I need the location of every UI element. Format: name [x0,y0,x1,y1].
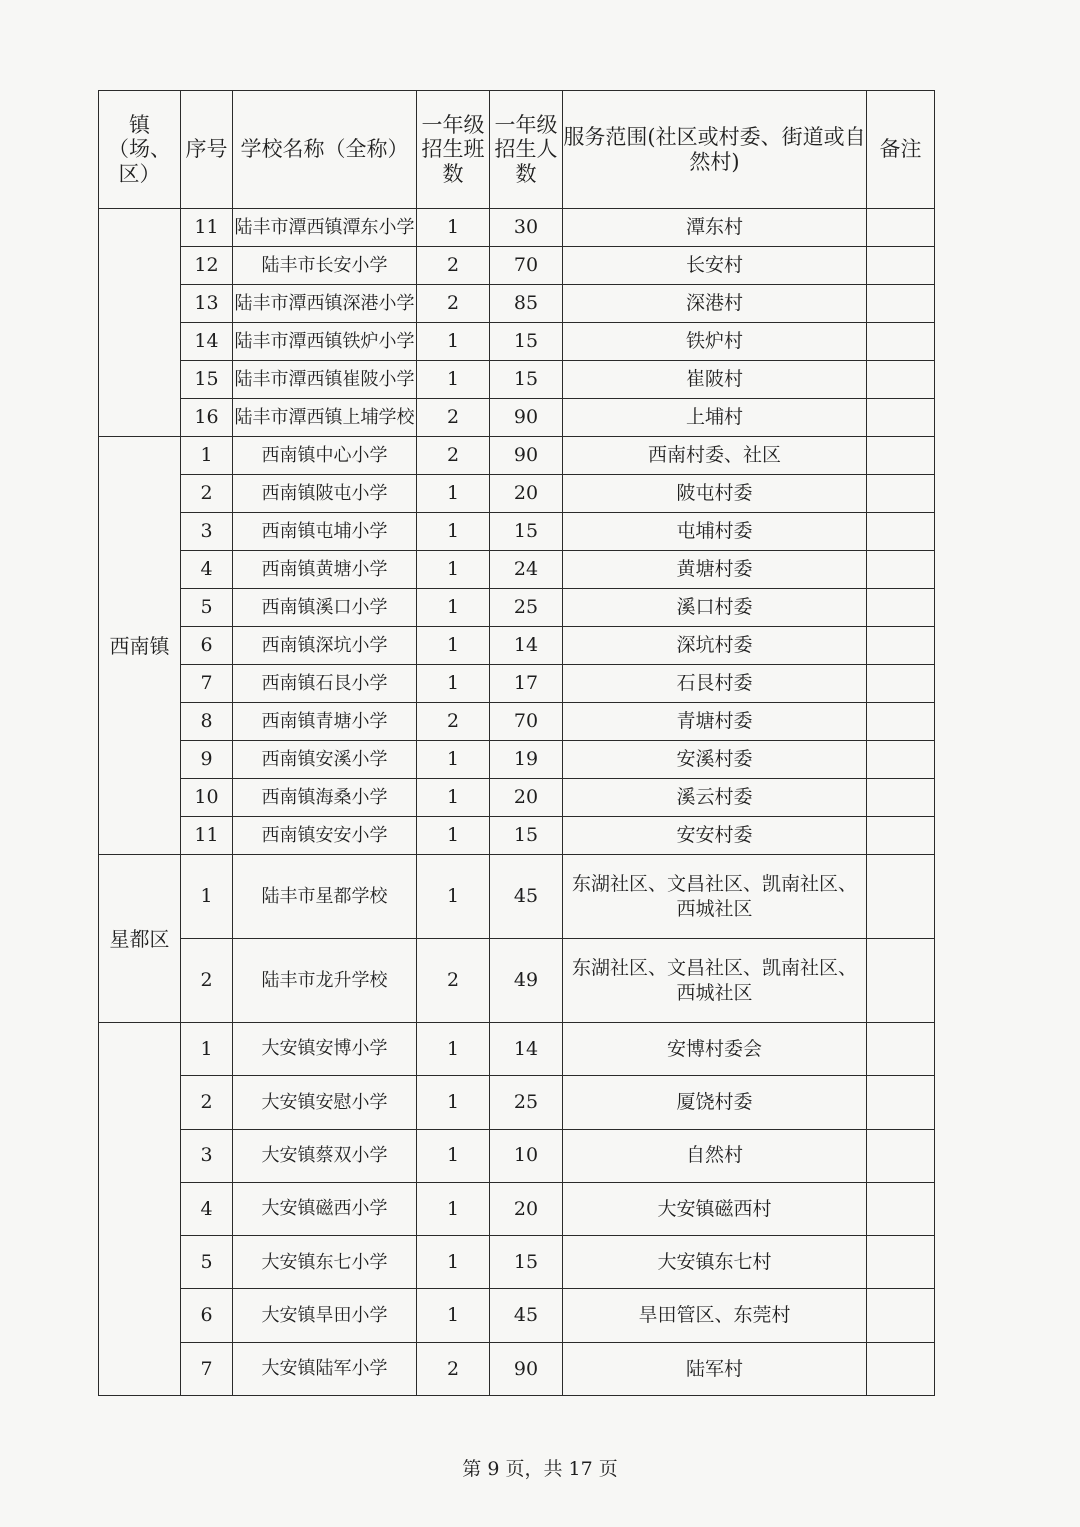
service-scope-cell: 黄塘村委 [563,551,867,589]
remark-cell [867,1076,935,1129]
remark-cell [867,247,935,285]
school-name-cell: 西南镇安溪小学 [233,741,417,779]
school-name-cell: 大安镇东七小学 [233,1236,417,1289]
school-name-cell: 陆丰市长安小学 [233,247,417,285]
table-row [99,323,935,361]
seq-cell: 6 [181,627,233,665]
table-row [99,1076,935,1129]
school-name-cell: 陆丰市潭西镇潭东小学 [233,209,417,247]
class-count-cell: 1 [417,665,490,703]
school-name-cell: 陆丰市龙升学校 [233,939,417,1023]
school-enrollment-table [98,90,935,1396]
header-remark: 备注 [867,91,935,209]
seq-cell: 11 [181,209,233,247]
table-row [99,1342,935,1395]
table-row [99,399,935,437]
student-count-cell: 15 [490,323,563,361]
school-name-cell: 陆丰市潭西镇上埔学校 [233,399,417,437]
seq-cell: 11 [181,817,233,855]
service-scope-cell: 安博村委会 [563,1023,867,1076]
seq-cell: 5 [181,1236,233,1289]
school-name-cell: 大安镇蔡双小学 [233,1129,417,1182]
student-count-cell: 90 [490,437,563,475]
class-count-cell: 1 [417,589,490,627]
class-count-cell: 1 [417,1289,490,1342]
student-count-cell: 15 [490,361,563,399]
school-name-cell: 陆丰市星都学校 [233,855,417,939]
remark-cell [867,1023,935,1076]
table-row [99,1023,935,1076]
seq-cell: 2 [181,475,233,513]
school-name-cell: 大安镇磁西小学 [233,1182,417,1235]
remark-cell [867,855,935,939]
class-count-cell: 1 [417,817,490,855]
remark-cell [867,209,935,247]
service-scope-cell: 陂屯村委 [563,475,867,513]
student-count-cell: 70 [490,703,563,741]
student-count-cell: 15 [490,513,563,551]
student-count-cell: 15 [490,1236,563,1289]
school-name-cell: 西南镇深坑小学 [233,627,417,665]
table-row [99,247,935,285]
service-scope-cell: 潭东村 [563,209,867,247]
school-name-cell: 西南镇中心小学 [233,437,417,475]
school-name-cell: 西南镇安安小学 [233,817,417,855]
seq-cell: 2 [181,1076,233,1129]
service-scope-cell: 溪口村委 [563,589,867,627]
remark-cell [867,323,935,361]
student-count-cell: 15 [490,817,563,855]
table-row [99,939,935,1023]
service-scope-cell: 东湖社区、文昌社区、凯南社区、西城社区 [563,939,867,1023]
class-count-cell: 1 [417,1023,490,1076]
service-scope-cell: 溪云村委 [563,779,867,817]
service-scope-cell: 西南村委、社区 [563,437,867,475]
remark-cell [867,551,935,589]
table-row [99,855,935,939]
table-row [99,551,935,589]
header-town: 镇（场、区） [99,91,181,209]
seq-cell: 1 [181,437,233,475]
remark-cell [867,1236,935,1289]
service-scope-cell: 东湖社区、文昌社区、凯南社区、西城社区 [563,855,867,939]
class-count-cell: 1 [417,1182,490,1235]
table-row [99,1182,935,1235]
student-count-cell: 45 [490,855,563,939]
class-count-cell: 1 [417,513,490,551]
school-name-cell: 大安镇安慰小学 [233,1076,417,1129]
class-count-cell: 1 [417,323,490,361]
service-scope-cell: 铁炉村 [563,323,867,361]
school-name-cell: 西南镇溪口小学 [233,589,417,627]
remark-cell [867,741,935,779]
student-count-cell: 20 [490,1182,563,1235]
remark-cell [867,1129,935,1182]
student-count-cell: 90 [490,399,563,437]
school-name-cell: 西南镇石艮小学 [233,665,417,703]
service-scope-cell: 陆军村 [563,1342,867,1395]
seq-cell: 3 [181,1129,233,1182]
school-name-cell: 陆丰市潭西镇铁炉小学 [233,323,417,361]
seq-cell: 2 [181,939,233,1023]
class-count-cell: 1 [417,1236,490,1289]
seq-cell: 4 [181,1182,233,1235]
service-scope-cell: 屯埔村委 [563,513,867,551]
class-count-cell: 1 [417,779,490,817]
table-row [99,779,935,817]
class-count-cell: 1 [417,855,490,939]
table-row [99,741,935,779]
remark-cell [867,665,935,703]
table-row [99,589,935,627]
student-count-cell: 30 [490,209,563,247]
student-count-cell: 19 [490,741,563,779]
student-count-cell: 85 [490,285,563,323]
student-count-cell: 25 [490,1076,563,1129]
service-scope-cell: 安溪村委 [563,741,867,779]
class-count-cell: 2 [417,399,490,437]
header-school: 学校名称（全称） [233,91,417,209]
table-row [99,285,935,323]
remark-cell [867,475,935,513]
seq-cell: 1 [181,855,233,939]
school-name-cell: 大安镇旱田小学 [233,1289,417,1342]
remark-cell [867,437,935,475]
class-count-cell: 1 [417,209,490,247]
table-row [99,703,935,741]
seq-cell: 3 [181,513,233,551]
student-count-cell: 20 [490,779,563,817]
seq-cell: 5 [181,589,233,627]
town-cell [99,209,181,437]
school-name-cell: 大安镇安博小学 [233,1023,417,1076]
class-count-cell: 2 [417,437,490,475]
class-count-cell: 1 [417,551,490,589]
student-count-cell: 17 [490,665,563,703]
seq-cell: 6 [181,1289,233,1342]
school-name-cell: 西南镇屯埔小学 [233,513,417,551]
class-count-cell: 2 [417,939,490,1023]
table-row [99,817,935,855]
header-row [99,91,935,209]
service-scope-cell: 深坑村委 [563,627,867,665]
table-body [99,209,935,1396]
remark-cell [867,285,935,323]
table-row [99,475,935,513]
remark-cell [867,513,935,551]
student-count-cell: 25 [490,589,563,627]
remark-cell [867,589,935,627]
town-cell [99,1023,181,1396]
class-count-cell: 2 [417,285,490,323]
header-seq: 序号 [181,91,233,209]
remark-cell [867,627,935,665]
student-count-cell: 90 [490,1342,563,1395]
student-count-cell: 14 [490,627,563,665]
service-scope-cell: 安安村委 [563,817,867,855]
remark-cell [867,1182,935,1235]
seq-cell: 10 [181,779,233,817]
student-count-cell: 49 [490,939,563,1023]
service-scope-cell: 大安镇东七村 [563,1236,867,1289]
remark-cell [867,1342,935,1395]
remark-cell [867,1289,935,1342]
service-scope-cell: 上埔村 [563,399,867,437]
class-count-cell: 1 [417,361,490,399]
student-count-cell: 45 [490,1289,563,1342]
class-count-cell: 2 [417,247,490,285]
service-scope-cell: 旱田管区、东莞村 [563,1289,867,1342]
class-count-cell: 1 [417,1076,490,1129]
service-scope-cell: 石艮村委 [563,665,867,703]
class-count-cell: 1 [417,741,490,779]
table-row [99,437,935,475]
page-number: 第 9 页，共 17 页 [462,1458,618,1480]
header-students: 一年级招生人数 [490,91,563,209]
seq-cell: 15 [181,361,233,399]
table-row [99,1236,935,1289]
table-row [99,1129,935,1182]
remark-cell [867,399,935,437]
seq-cell: 7 [181,1342,233,1395]
remark-cell [867,817,935,855]
student-count-cell: 24 [490,551,563,589]
seq-cell: 12 [181,247,233,285]
student-count-cell: 20 [490,475,563,513]
service-scope-cell: 青塘村委 [563,703,867,741]
remark-cell [867,779,935,817]
header-classes: 一年级招生班数 [417,91,490,209]
service-scope-cell: 自然村 [563,1129,867,1182]
remark-cell [867,703,935,741]
school-name-cell: 西南镇青塘小学 [233,703,417,741]
class-count-cell: 1 [417,1129,490,1182]
class-count-cell: 1 [417,475,490,513]
seq-cell: 14 [181,323,233,361]
service-scope-cell: 长安村 [563,247,867,285]
student-count-cell: 14 [490,1023,563,1076]
student-count-cell: 10 [490,1129,563,1182]
town-cell: 星都区 [99,855,181,1023]
service-scope-cell: 厦饶村委 [563,1076,867,1129]
seq-cell: 16 [181,399,233,437]
table-row [99,513,935,551]
remark-cell [867,361,935,399]
school-name-cell: 大安镇陆军小学 [233,1342,417,1395]
table-row [99,665,935,703]
school-name-cell: 陆丰市潭西镇深港小学 [233,285,417,323]
seq-cell: 8 [181,703,233,741]
table-row [99,1289,935,1342]
school-name-cell: 西南镇黄塘小学 [233,551,417,589]
seq-cell: 4 [181,551,233,589]
header-scope: 服务范围(社区或村委、街道或自然村) [563,91,867,209]
school-name-cell: 陆丰市潭西镇崔陂小学 [233,361,417,399]
school-name-cell: 西南镇海桑小学 [233,779,417,817]
seq-cell: 9 [181,741,233,779]
table-row [99,627,935,665]
town-cell: 西南镇 [99,437,181,855]
service-scope-cell: 崔陂村 [563,361,867,399]
service-scope-cell: 大安镇磁西村 [563,1182,867,1235]
remark-cell [867,939,935,1023]
table-row [99,361,935,399]
seq-cell: 13 [181,285,233,323]
seq-cell: 7 [181,665,233,703]
class-count-cell: 2 [417,1342,490,1395]
service-scope-cell: 深港村 [563,285,867,323]
seq-cell: 1 [181,1023,233,1076]
student-count-cell: 70 [490,247,563,285]
school-name-cell: 西南镇陂屯小学 [233,475,417,513]
table-row [99,209,935,247]
class-count-cell: 2 [417,703,490,741]
class-count-cell: 1 [417,627,490,665]
